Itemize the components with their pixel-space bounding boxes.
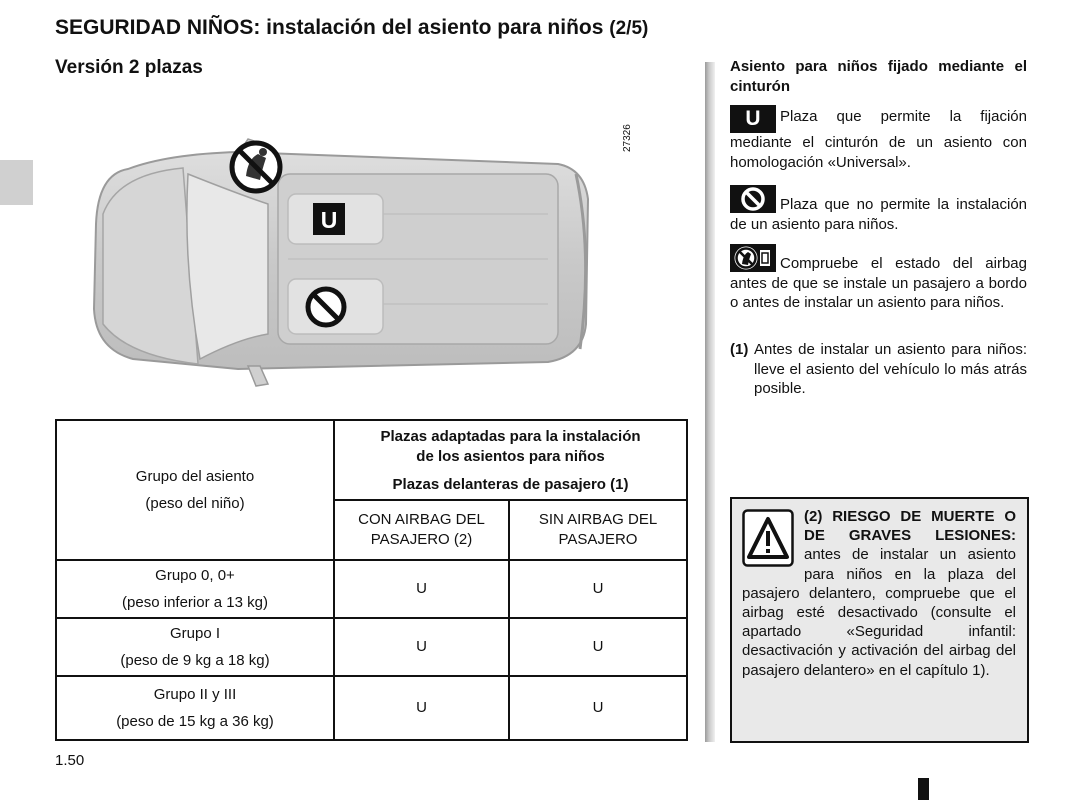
u-seat-marker-letter: U (320, 207, 338, 233)
u-icon: U (730, 105, 776, 133)
figure-ref-number: 27326 (622, 124, 633, 152)
warning-heading: (2) RIESGO DE MUERTE O DE GRAVES LESIONES: (804, 508, 1016, 545)
footnote-1-text: Antes de instalar un asiento para niños: lleve el asiento del vehículo lo más atrás posible. (754, 341, 1027, 397)
prohibited-icon (730, 185, 776, 213)
table-col-with-airbag: CON AIRBAG DEL PASAJERO (2) (334, 500, 509, 560)
table-cell-without-airbag: U (509, 560, 687, 618)
table-row-group: Grupo II y III (peso de 15 kg a 36 kg) (56, 676, 334, 740)
page-title-part: (2/5) (609, 18, 649, 39)
page-title-main: SEGURIDAD NIÑOS: instalación del asiento para niños (55, 16, 604, 39)
page-corner-mark (918, 778, 929, 800)
airbag-warning-icon (232, 143, 280, 191)
airbag-check-icon (730, 244, 776, 272)
car-top-view-illustration (88, 134, 598, 399)
belt-fixing-heading: Asiento para niños fijado mediante el cinturón (730, 58, 1027, 95)
page-number: 1.50 (55, 752, 85, 769)
table-cell-without-airbag: U (509, 618, 687, 676)
legend-prohibited: Plaza que no permite la instalación de un asiento para niños. (730, 185, 1027, 234)
table-cell-with-airbag: U (334, 560, 509, 618)
footnote-1 (730, 340, 1027, 399)
table-col-without-airbag: SIN AIRBAG DEL PASAJERO (509, 500, 687, 560)
page-title (55, 16, 648, 40)
table-row (56, 618, 687, 676)
u-seat-marker (313, 203, 345, 235)
footnote-1-label: (1) (730, 341, 749, 358)
table-header-front-seats: Plazas delanteras de pasajero (1) (334, 469, 687, 500)
legend-airbag-check: Compruebe el estado del airbag antes de que se instale un pasajero a bordo o antes de instalar un asiento para niños. (730, 244, 1027, 313)
column-divider (705, 62, 715, 742)
warning-triangle-icon (742, 509, 794, 569)
table-header-group: Grupo del asiento (peso del niño) (56, 420, 334, 560)
table-cell-with-airbag: U (334, 676, 509, 740)
table-cell-with-airbag: U (334, 618, 509, 676)
warning-body: antes de instalar un asiento para niños en la plaza del pasajero delantero, compruebe que el airbag esté desactivado (consulte el apartado «Seguridad infantil: desactivación y activación del airbag del pasajero delantero» en el capítulo 1). (742, 546, 1016, 679)
legend-universal: U Plaza que permite la fijación mediante el cinturón de un asiento con homologación «Universal». (730, 107, 1027, 171)
table-row-group: Grupo I (peso de 9 kg a 18 kg) (56, 618, 334, 676)
table-row-group: Grupo 0, 0+ (peso inferior a 13 kg) (56, 560, 334, 618)
warning-box (730, 497, 1029, 743)
table-row (56, 676, 687, 740)
seat-compatibility-table (55, 419, 688, 741)
table-header-places: Plazas adaptadas para la instalación de los asientos para niños (334, 420, 687, 469)
section-subtitle: Versión 2 plazas (55, 57, 203, 78)
prohibited-seat-icon (308, 289, 344, 325)
table-cell-without-airbag: U (509, 676, 687, 740)
chapter-tab (0, 160, 33, 205)
table-row (56, 560, 687, 618)
